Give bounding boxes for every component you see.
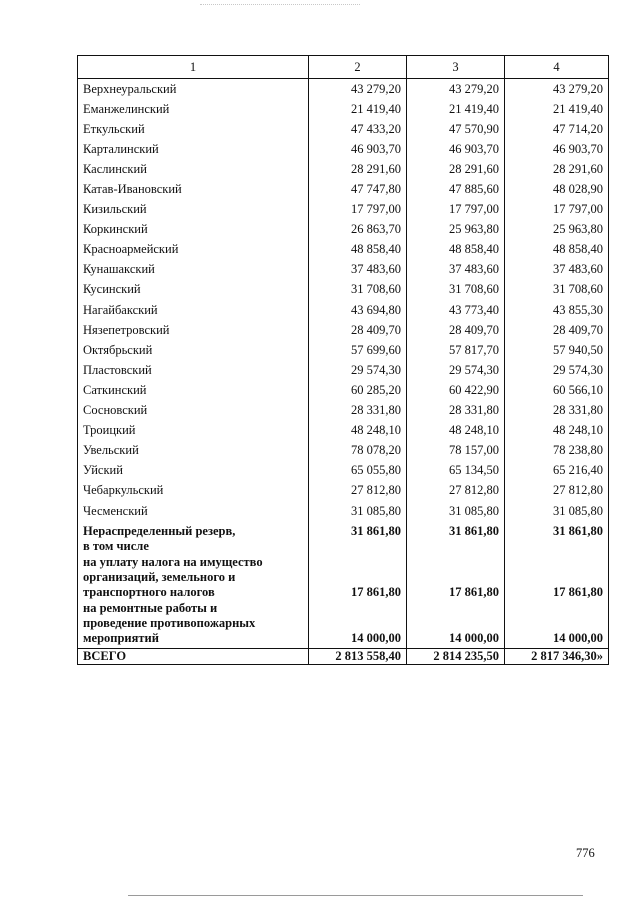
district-name: Чесменский	[78, 501, 309, 521]
amount-col-3: 31 708,60	[407, 280, 505, 300]
reserve-col-3	[407, 521, 505, 649]
amount-col-2: 28 331,80	[309, 401, 407, 421]
amount-col-3: 37 483,60	[407, 260, 505, 280]
grand-total-col-3: 2 814 235,50	[407, 649, 505, 665]
table-row	[78, 119, 609, 139]
amount-col-4: 21 419,40	[505, 99, 609, 119]
amount-col-4: 60 566,10	[505, 380, 609, 400]
table-row	[78, 461, 609, 481]
amount-col-3: 46 903,70	[407, 139, 505, 159]
table-row	[78, 360, 609, 380]
amount-col-2: 48 248,10	[309, 421, 407, 441]
amount-col-4: 28 291,60	[505, 159, 609, 179]
reserve-taxes-value: 17 861,80	[449, 585, 499, 600]
amount-col-4: 37 483,60	[505, 260, 609, 280]
amount-col-3: 28 291,60	[407, 159, 505, 179]
amount-col-4: 48 248,10	[505, 421, 609, 441]
district-name: Еманжелинский	[78, 99, 309, 119]
district-name: Уйский	[78, 461, 309, 481]
amount-col-4: 17 797,00	[505, 200, 609, 220]
reserve-total-value: 31 861,80	[449, 524, 499, 539]
amount-col-4: 29 574,30	[505, 360, 609, 380]
district-name: Катав-Ивановский	[78, 179, 309, 199]
reserve-col-4	[505, 521, 609, 649]
amount-col-4: 78 238,80	[505, 441, 609, 461]
amount-col-2: 43 279,20	[309, 79, 407, 100]
bottom-rule	[128, 895, 583, 896]
reserve-label	[78, 521, 309, 649]
header-col-3: 3	[407, 56, 505, 79]
reserve-line: мероприятий	[83, 631, 159, 646]
amount-col-3: 27 812,80	[407, 481, 505, 501]
amount-col-3: 43 279,20	[407, 79, 505, 100]
amount-col-2: 57 699,60	[309, 340, 407, 360]
reserve-taxes-value: 17 861,80	[351, 585, 401, 600]
district-name: Красноармейский	[78, 240, 309, 260]
reserve-line: на уплату налога на имущество	[83, 554, 263, 569]
reserve-repairs-value: 14 000,00	[449, 631, 499, 646]
amount-col-4: 43 855,30	[505, 300, 609, 320]
header-col-1: 1	[78, 56, 309, 79]
amount-col-4: 65 216,40	[505, 461, 609, 481]
amount-col-3: 48 248,10	[407, 421, 505, 441]
amount-col-2: 48 858,40	[309, 240, 407, 260]
amount-col-4: 25 963,80	[505, 220, 609, 240]
table-row	[78, 481, 609, 501]
table-row	[78, 340, 609, 360]
district-name: Саткинский	[78, 380, 309, 400]
grand-total-row	[78, 649, 609, 665]
reserve-repairs-value: 14 000,00	[351, 631, 401, 646]
header-row	[78, 56, 609, 79]
district-name: Сосновский	[78, 401, 309, 421]
table-row	[78, 401, 609, 421]
reserve-line: в том числе	[83, 539, 149, 554]
amount-col-3: 60 422,90	[407, 380, 505, 400]
amount-col-4: 28 409,70	[505, 320, 609, 340]
grand-total-label: ВСЕГО	[78, 649, 309, 665]
amount-col-3: 57 817,70	[407, 340, 505, 360]
reserve-col-2	[309, 521, 407, 649]
table-row	[78, 179, 609, 199]
amount-col-2: 46 903,70	[309, 139, 407, 159]
reserve-taxes-value: 17 861,80	[553, 585, 603, 600]
amount-col-2: 17 797,00	[309, 200, 407, 220]
district-name: Октябрьский	[78, 340, 309, 360]
amount-col-2: 60 285,20	[309, 380, 407, 400]
grand-total-col-2: 2 813 558,40	[309, 649, 407, 665]
table-row	[78, 220, 609, 240]
amount-col-4: 46 903,70	[505, 139, 609, 159]
amount-col-3: 65 134,50	[407, 461, 505, 481]
district-name: Еткульский	[78, 119, 309, 139]
budget-table	[77, 55, 609, 665]
district-name: Нагайбакский	[78, 300, 309, 320]
reserve-line: проведение противопожарных	[83, 615, 256, 630]
table-row	[78, 99, 609, 119]
amount-col-2: 21 419,40	[309, 99, 407, 119]
table-row	[78, 421, 609, 441]
table-row	[78, 280, 609, 300]
amount-col-2: 43 694,80	[309, 300, 407, 320]
amount-col-4: 48 028,90	[505, 179, 609, 199]
district-name: Нязепетровский	[78, 320, 309, 340]
amount-col-2: 31 085,80	[309, 501, 407, 521]
amount-col-3: 48 858,40	[407, 240, 505, 260]
district-name: Кунашакский	[78, 260, 309, 280]
table-row	[78, 200, 609, 220]
reserve-line: организаций, земельного и	[83, 569, 236, 584]
district-name: Кизильский	[78, 200, 309, 220]
amount-col-3: 31 085,80	[407, 501, 505, 521]
district-name: Каслинский	[78, 159, 309, 179]
amount-col-3: 28 409,70	[407, 320, 505, 340]
table-row	[78, 300, 609, 320]
reserve-row	[78, 521, 609, 649]
header-col-2: 2	[309, 56, 407, 79]
amount-col-3: 47 885,60	[407, 179, 505, 199]
table-row	[78, 260, 609, 280]
reserve-total-value: 31 861,80	[351, 524, 401, 539]
district-name: Коркинский	[78, 220, 309, 240]
amount-col-4: 28 331,80	[505, 401, 609, 421]
table-row	[78, 501, 609, 521]
amount-col-3: 47 570,90	[407, 119, 505, 139]
table-row	[78, 159, 609, 179]
amount-col-2: 29 574,30	[309, 360, 407, 380]
amount-col-2: 28 291,60	[309, 159, 407, 179]
reserve-total-value: 31 861,80	[553, 524, 603, 539]
amount-col-2: 27 812,80	[309, 481, 407, 501]
amount-col-2: 31 708,60	[309, 280, 407, 300]
amount-col-3: 17 797,00	[407, 200, 505, 220]
amount-col-3: 28 331,80	[407, 401, 505, 421]
amount-col-2: 65 055,80	[309, 461, 407, 481]
amount-col-4: 47 714,20	[505, 119, 609, 139]
district-name: Пластовский	[78, 360, 309, 380]
amount-col-2: 47 747,80	[309, 179, 407, 199]
district-name: Троицкий	[78, 421, 309, 441]
amount-col-4: 48 858,40	[505, 240, 609, 260]
amount-col-4: 27 812,80	[505, 481, 609, 501]
table-row	[78, 441, 609, 461]
reserve-line: Нераспределенный резерв,	[83, 524, 236, 539]
amount-col-2: 78 078,20	[309, 441, 407, 461]
amount-col-3: 25 963,80	[407, 220, 505, 240]
table-row	[78, 139, 609, 159]
district-name: Кусинский	[78, 280, 309, 300]
header-col-4: 4	[505, 56, 609, 79]
page-number: 776	[576, 846, 595, 860]
amount-col-2: 28 409,70	[309, 320, 407, 340]
table-row	[78, 79, 609, 100]
table-row	[78, 240, 609, 260]
reserve-line: на ремонтные работы и	[83, 600, 218, 615]
amount-col-3: 29 574,30	[407, 360, 505, 380]
amount-col-4: 31 708,60	[505, 280, 609, 300]
table-row	[78, 320, 609, 340]
amount-col-3: 43 773,40	[407, 300, 505, 320]
table-row	[78, 380, 609, 400]
amount-col-2: 37 483,60	[309, 260, 407, 280]
amount-col-4: 31 085,80	[505, 501, 609, 521]
reserve-line: транспортного налогов	[83, 585, 215, 600]
amount-col-2: 26 863,70	[309, 220, 407, 240]
amount-col-4: 57 940,50	[505, 340, 609, 360]
amount-col-4: 43 279,20	[505, 79, 609, 100]
district-name: Карталинский	[78, 139, 309, 159]
reserve-repairs-value: 14 000,00	[553, 631, 603, 646]
amount-col-3: 78 157,00	[407, 441, 505, 461]
amount-col-3: 21 419,40	[407, 99, 505, 119]
district-name: Чебаркульский	[78, 481, 309, 501]
district-name: Увельский	[78, 441, 309, 461]
grand-total-col-4: 2 817 346,30»	[505, 649, 609, 665]
district-name: Верхнеуральский	[78, 79, 309, 100]
scan-specks	[200, 4, 360, 7]
amount-col-2: 47 433,20	[309, 119, 407, 139]
